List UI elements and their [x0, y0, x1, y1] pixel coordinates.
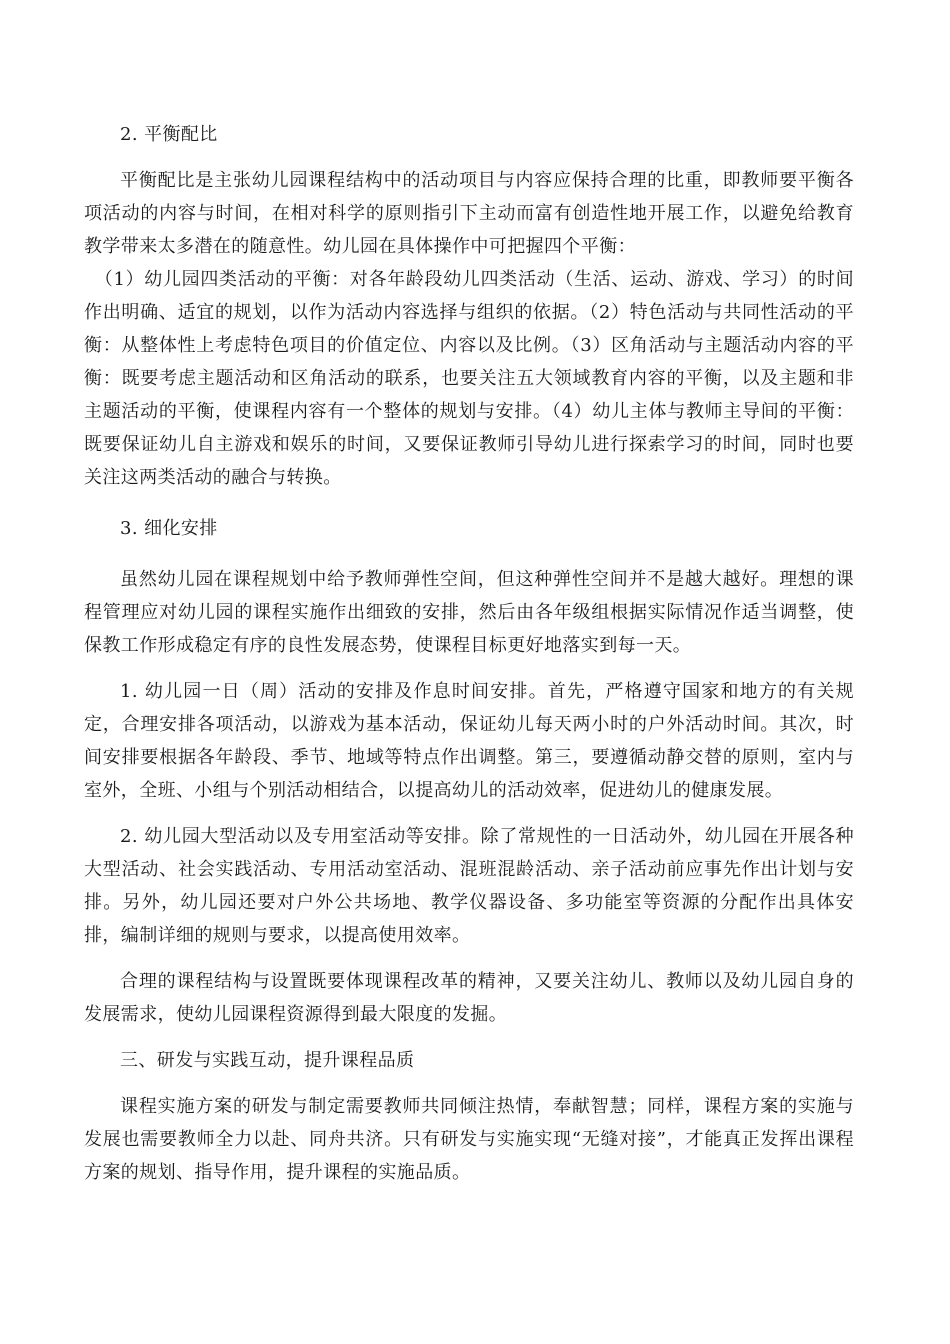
- paragraph-research-practice: 课程实施方案的研发与制定需要教师共同倾注热情，奉献智慧；同样，课程方案的实施与发展也需要教师全力以赴、同舟共济。只有研发与实施实现“无缝对接”，才能真正发挥出课程方案的规划、指导作用，提升课程的实施品质。: [84, 1096, 854, 1183]
- paragraph-large-activities: 2. 幼儿园大型活动以及专用室活动等安排。除了常规性的一日活动外，幼儿园在开展各种大型活动、社会实践活动、专用活动室活动、混班混龄活动、亲子活动前应事先作出计划与安排。另外，幼儿园还要对户外公共场地、教学仪器设备、多功能室等资源的分配作出具体安排，编制详细的规则与要求，以提高使用效率。: [84, 826, 854, 946]
- section-heading-detailed-arrangement: 3. 细化安排: [120, 518, 218, 539]
- section-heading-balance: 2. 平衡配比: [120, 124, 218, 145]
- document-page: [84, 118, 854, 1189]
- paragraph-structure-summary: 合理的课程结构与设置既要体现课程改革的精神，又要关注幼儿、教师以及幼儿园自身的发展需求，使幼儿园课程资源得到最大限度的发掘。: [84, 971, 854, 1025]
- paragraph-four-balances: （1）幼儿园四类活动的平衡：对各年龄段幼儿四类活动（生活、运动、游戏、学习）的时间作出明确、适宜的规划，以作为活动内容选择与组织的依据。（2）特色活动与共同性活动的平衡：从整体性上考虑特色项目的价值定位、内容以及比例。（3）区角活动与主题活动内容的平衡：既要考虑主题活动和区角活动的联系，也要关注五大领域教育内容的平衡，以及主题和非主题活动的平衡，使课程内容有一个整体的规划与安排。（4）幼儿主体与教师主导间的平衡：既要保证幼儿自主游戏和娱乐的时间，又要保证教师引导幼儿进行探索学习的时间，同时也要关注这两类活动的融合与转换。: [84, 269, 854, 488]
- section-heading-research-practice: 三、研发与实践互动，提升课程品质: [120, 1050, 415, 1071]
- paragraph-arrangement-intro: 虽然幼儿园在课程规划中给予教师弹性空间，但这种弹性空间并不是越大越好。理想的课程管理应对幼儿园的课程实施作出细致的安排，然后由各年级组根据实际情况作适当调整，使保教工作形成稳定有序的良性发展态势，使课程目标更好地落实到每一天。: [84, 569, 854, 656]
- paragraph-balance-intro: 平衡配比是主张幼儿园课程结构中的活动项目与内容应保持合理的比重，即教师要平衡各项活动的内容与时间，在相对科学的原则指引下主动而富有创造性地开展工作，以避免给教育教学带来太多潜在的随意性。幼儿园在具体操作中可把握四个平衡：: [84, 170, 854, 257]
- paragraph-daily-schedule: 1. 幼儿园一日（周）活动的安排及作息时间安排。首先，严格遵守国家和地方的有关规定，合理安排各项活动，以游戏为基本活动，保证幼儿每天两小时的户外活动时间。其次，时间安排要根据各年龄段、季节、地域等特点作出调整。第三，要遵循动静交替的原则，室内与室外，全班、小组与个别活动相结合，以提高幼儿的活动效率，促进幼儿的健康发展。: [84, 681, 854, 801]
